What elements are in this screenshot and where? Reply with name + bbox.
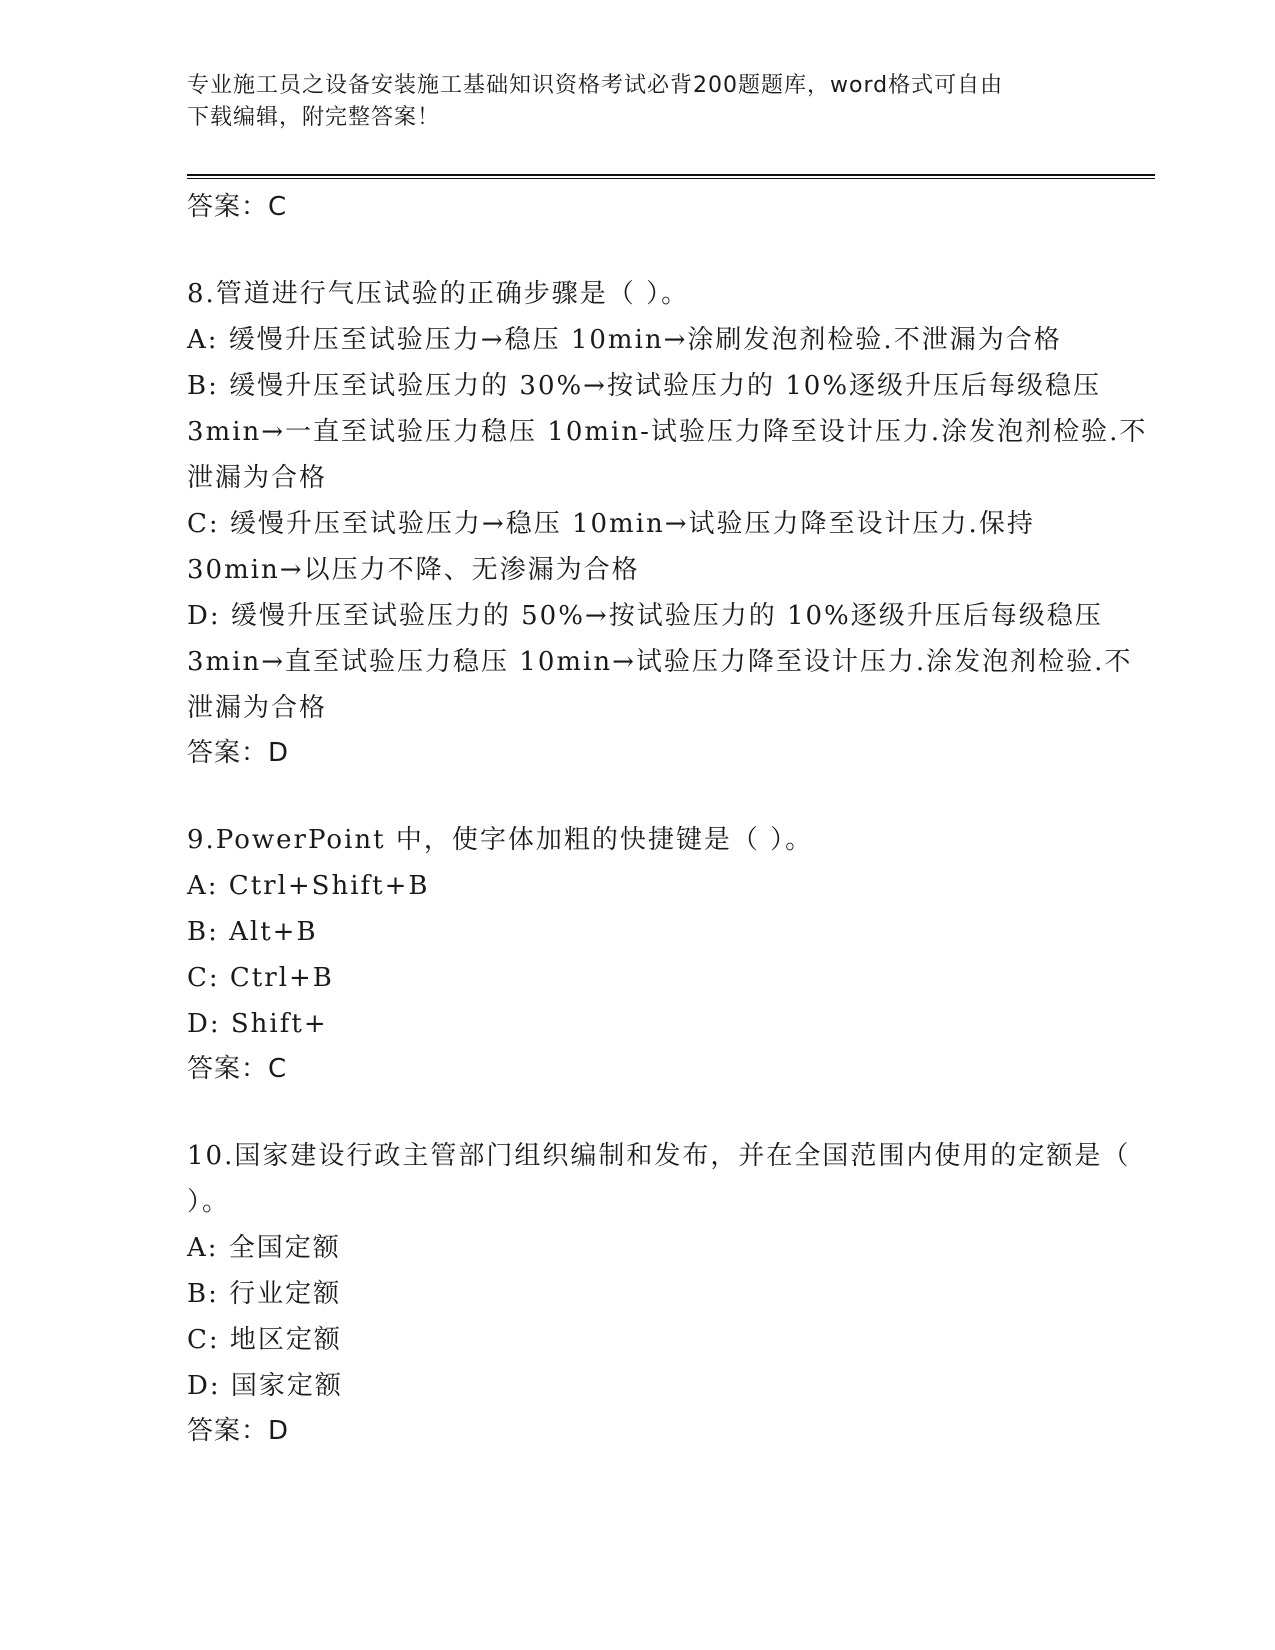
double-rule — [187, 174, 1155, 179]
answer-line: 答案：D — [187, 738, 290, 768]
header-line-2: 下载编辑，附完整答案！ — [187, 105, 441, 130]
question-stem: 8.管道进行气压试验的正确步骤是（ ）。 — [187, 279, 690, 309]
document-header — [187, 70, 1087, 134]
question-8 — [187, 271, 1157, 775]
question-9 — [187, 817, 1157, 1091]
option-d: D: 国家定额 — [187, 1371, 343, 1401]
option-c: C: 地区定额 — [187, 1325, 342, 1355]
question-10 — [187, 1133, 1157, 1453]
document-page — [187, 70, 1157, 1453]
option-b: B: Alt+B — [187, 917, 318, 947]
header-divider — [187, 174, 1155, 179]
option-c: C: Ctrl+B — [187, 963, 334, 993]
previous-answer: 答案：C — [187, 192, 288, 222]
question-stem: 9.PowerPoint 中，使字体加粗的快捷键是（ ）。 — [187, 825, 814, 855]
answer-line: 答案：D — [187, 1416, 290, 1446]
header-line-1: 专业施工员之设备安装施工基础知识资格考试必背200题题库，word格式可自由 — [187, 73, 1004, 98]
question-stem: 10.国家建设行政主管部门组织编制和发布，并在全国范围内使用的定额是（ ）。 — [187, 1141, 1141, 1217]
option-d: D: Shift+ — [187, 1009, 328, 1039]
option-a: A: 缓慢升压至试验压力→稳压 10min→涂刷发泡剂检验.不泄漏为合格 — [187, 325, 1062, 355]
option-a: A: 全国定额 — [187, 1233, 341, 1263]
option-b: B: 缓慢升压至试验压力的 30%→按试验压力的 10%逐级升压后每级稳压 3min→一直至试验压力稳压 10min-试验压力降至设计压力.涂发泡剂检验.不泄漏为合格 — [187, 371, 1148, 493]
option-c: C: 缓慢升压至试验压力→稳压 10min→试验压力降至设计压力.保持 30min→以压力不降、无渗漏为合格 — [187, 509, 1046, 585]
option-d: D: 缓慢升压至试验压力的 50%→按试验压力的 10%逐级升压后每级稳压 3min→直至试验压力稳压 10min→试验压力降至设计压力.涂发泡剂检验.不泄漏为合格 — [187, 601, 1133, 723]
option-a: A: Ctrl+Shift+B — [187, 871, 430, 901]
answer-line: 答案：C — [187, 1054, 288, 1084]
option-b: B: 行业定额 — [187, 1279, 342, 1309]
